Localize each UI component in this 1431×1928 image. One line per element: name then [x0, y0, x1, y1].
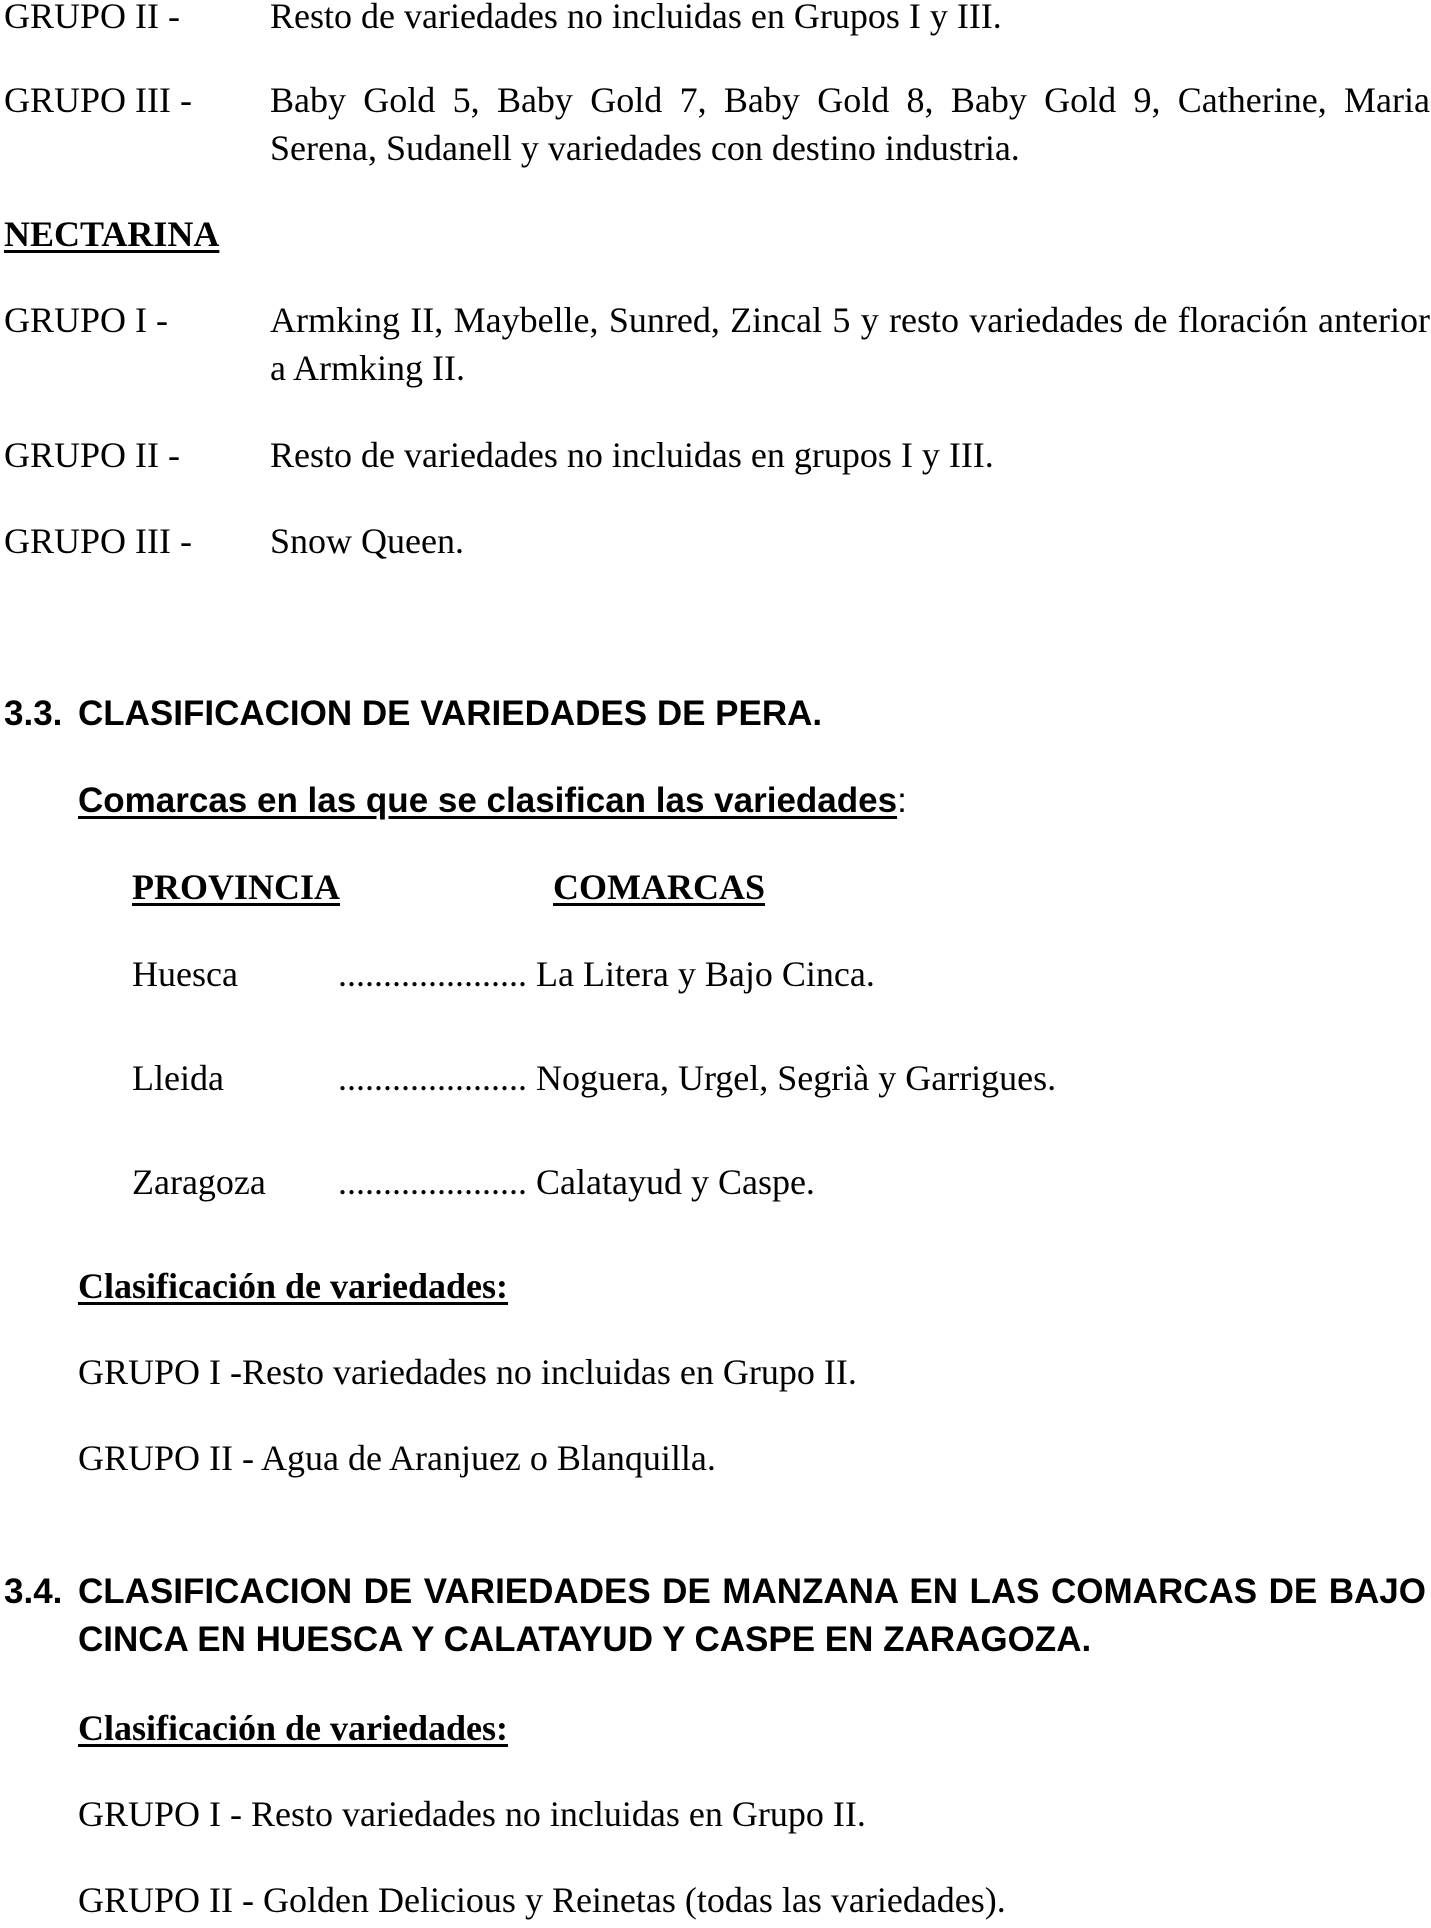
comarcas-colon: : — [897, 781, 907, 820]
comarcas-heading-wrap — [78, 776, 907, 825]
group-description: Resto de variedades no incluidas en Grupos I y III. — [270, 0, 1002, 36]
leader-dots: ..................... — [338, 1058, 527, 1098]
section-number: 3.3. — [4, 694, 63, 733]
comarcas-heading: Comarcas en las que se clasifican las variedades — [78, 781, 898, 820]
group-description-line: a Armking II. — [270, 348, 465, 388]
group-line: GRUPO II - Agua de Aranjuez o Blanquilla. — [78, 1438, 716, 1478]
section-title: CLASIFICACION DE VARIEDADES DE MANZANA EN LAS COMARCAS DE BAJO CINCA EN HUESCA Y CALATAYUD Y CASPE EN ZARAGOZA. — [78, 1572, 1426, 1659]
group-label: GRUPO II - — [4, 435, 180, 475]
comarcas-cell — [338, 950, 875, 998]
group-description-line: Serena, Sudanell y variedades con destino industria. — [270, 128, 1020, 168]
comarcas-value: Noguera, Urgel, Segrià y Garrigues. — [536, 1058, 1057, 1098]
provincia-header: PROVINCIA — [132, 867, 341, 907]
provincia-cell: Zaragoza — [132, 1162, 266, 1202]
comarcas-value: Calatayud y Caspe. — [536, 1162, 815, 1202]
group-line: GRUPO II - Golden Delicious y Reinetas (todas las variedades). — [78, 1880, 1006, 1920]
group-label: GRUPO III - — [4, 521, 192, 561]
leader-dots: ..................... — [338, 954, 527, 994]
group-description-line: Armking II, Maybelle, Sunred, Zincal 5 y resto variedades de floración anterior — [270, 300, 1430, 340]
group-label: GRUPO I - — [4, 300, 169, 340]
section-title: CLASIFICACION DE VARIEDADES DE PERA. — [78, 694, 823, 733]
comarcas-header: COMARCAS — [553, 867, 765, 907]
group-description: Snow Queen. — [270, 521, 464, 561]
clasificacion-heading: Clasificación de variedades: — [78, 1708, 508, 1748]
section-number: 3.4. — [4, 1572, 63, 1611]
group-line: GRUPO I -Resto variedades no incluidas en Grupo II. — [78, 1352, 857, 1392]
group-line: GRUPO I - Resto variedades no incluidas en Grupo II. — [78, 1794, 866, 1834]
nectarina-heading: NECTARINA — [4, 214, 220, 254]
comarcas-value: La Litera y Bajo Cinca. — [536, 954, 875, 994]
provincia-cell: Lleida — [132, 1058, 224, 1098]
clasificacion-heading: Clasificación de variedades: — [78, 1266, 508, 1306]
group-label: GRUPO II - — [4, 0, 180, 36]
group-label: GRUPO III - — [4, 80, 192, 120]
comarcas-cell — [338, 1054, 1056, 1102]
group-description-line: Baby Gold 5, Baby Gold 7, Baby Gold 8, Baby Gold 9, Catherine, Maria — [270, 80, 1430, 120]
comarcas-cell — [338, 1158, 815, 1206]
provincia-cell: Huesca — [132, 954, 238, 994]
group-description: Resto de variedades no incluidas en grupos I y III. — [270, 435, 994, 475]
leader-dots: ..................... — [338, 1162, 527, 1202]
